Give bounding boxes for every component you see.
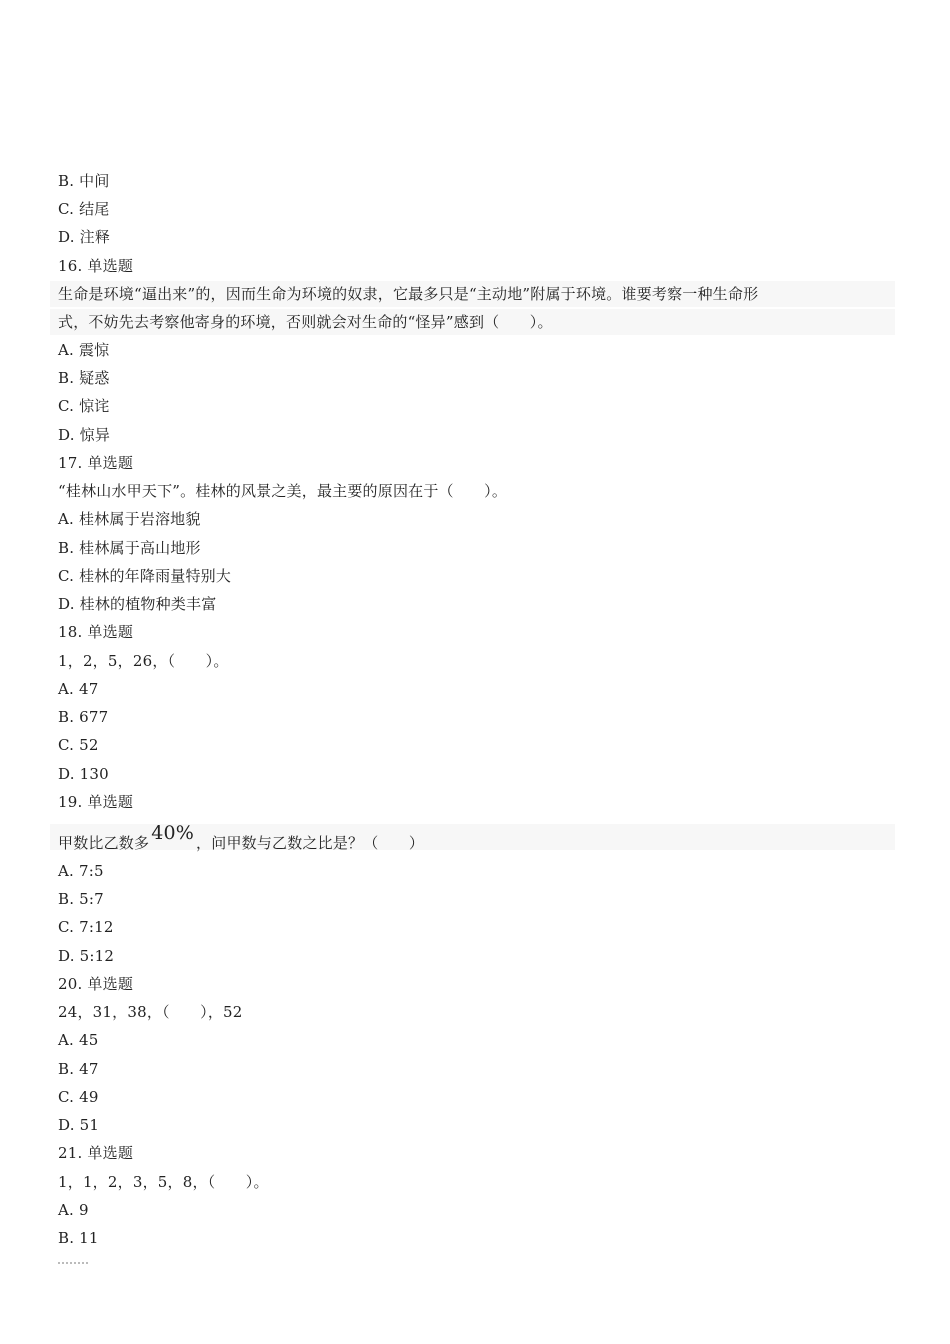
question-18-option-b: B. 677 bbox=[58, 708, 109, 726]
question-19-option-c: C. 7:12 bbox=[58, 918, 114, 936]
question-19-option-a: A. 7:5 bbox=[58, 862, 104, 880]
question-17-option-a: A. 桂林属于岩溶地貌 bbox=[58, 510, 201, 528]
question-20-option-b: B. 47 bbox=[58, 1060, 99, 1078]
question-21-option-b: B. 11 bbox=[58, 1229, 99, 1247]
question-19-option-d: D. 5:12 bbox=[58, 947, 115, 965]
question-20-option-c: C. 49 bbox=[58, 1088, 99, 1106]
question-19-text-start: 甲数比乙数多 bbox=[58, 834, 150, 852]
question-17-option-c: C. 桂林的年降雨量特别大 bbox=[58, 567, 232, 585]
question-21-option-a: A. 9 bbox=[58, 1201, 89, 1219]
question-20-option-d: D. 51 bbox=[58, 1116, 100, 1134]
question-16-option-c: C. 惊诧 bbox=[58, 397, 110, 415]
question-18-text: 1，2，5，26，（ ）。 bbox=[58, 652, 229, 670]
question-17-text: “桂林山水甲天下”。桂林的风景之美，最主要的原因在于（ ）。 bbox=[58, 482, 508, 500]
question-19-header: 19. 单选题 bbox=[58, 793, 134, 811]
question-16-option-b: B. 疑惑 bbox=[58, 369, 110, 387]
option-b: B. 中间 bbox=[58, 172, 110, 190]
option-c: C. 结尾 bbox=[58, 200, 110, 218]
question-18-option-a: A. 47 bbox=[58, 680, 99, 698]
question-19-text bbox=[58, 822, 425, 854]
question-18-option-d: D. 130 bbox=[58, 765, 109, 783]
question-21-text: 1，1，2，3，5，8，（ ）。 bbox=[58, 1173, 269, 1191]
question-17-header: 17. 单选题 bbox=[58, 454, 134, 472]
cut-off-line-fragment bbox=[58, 1262, 88, 1268]
question-20-header: 20. 单选题 bbox=[58, 975, 134, 993]
question-16-text-line-2: 式，不妨先去考察他寄身的环境，否则就会对生命的“怪异”感到（ ）。 bbox=[58, 313, 553, 331]
question-21-header: 21. 单选题 bbox=[58, 1144, 134, 1162]
question-20-text: 24，31，38，（ ），52 bbox=[58, 1003, 243, 1021]
option-d: D. 注释 bbox=[58, 228, 111, 246]
question-18-option-c: C. 52 bbox=[58, 736, 99, 754]
question-17-option-b: B. 桂林属于高山地形 bbox=[58, 539, 201, 557]
question-18-header: 18. 单选题 bbox=[58, 623, 134, 641]
question-20-option-a: A. 45 bbox=[58, 1031, 99, 1049]
question-16-header: 16. 单选题 bbox=[58, 257, 134, 275]
question-16-option-d: D. 惊异 bbox=[58, 426, 111, 444]
question-16-text-line-1: 生命是环境“逼出来”的，因而生命为环境的奴隶，它最多只是“主动地”附属于环境。谁要考察一种生命形 bbox=[58, 285, 759, 303]
question-19-option-b: B. 5:7 bbox=[58, 890, 104, 908]
percentage-formula: 40% bbox=[151, 822, 195, 844]
question-17-option-d: D. 桂林的植物种类丰富 bbox=[58, 595, 217, 613]
question-16-option-a: A. 震惊 bbox=[58, 341, 110, 359]
question-19-text-end: ，问甲数与乙数之比是？（ ） bbox=[196, 834, 425, 852]
